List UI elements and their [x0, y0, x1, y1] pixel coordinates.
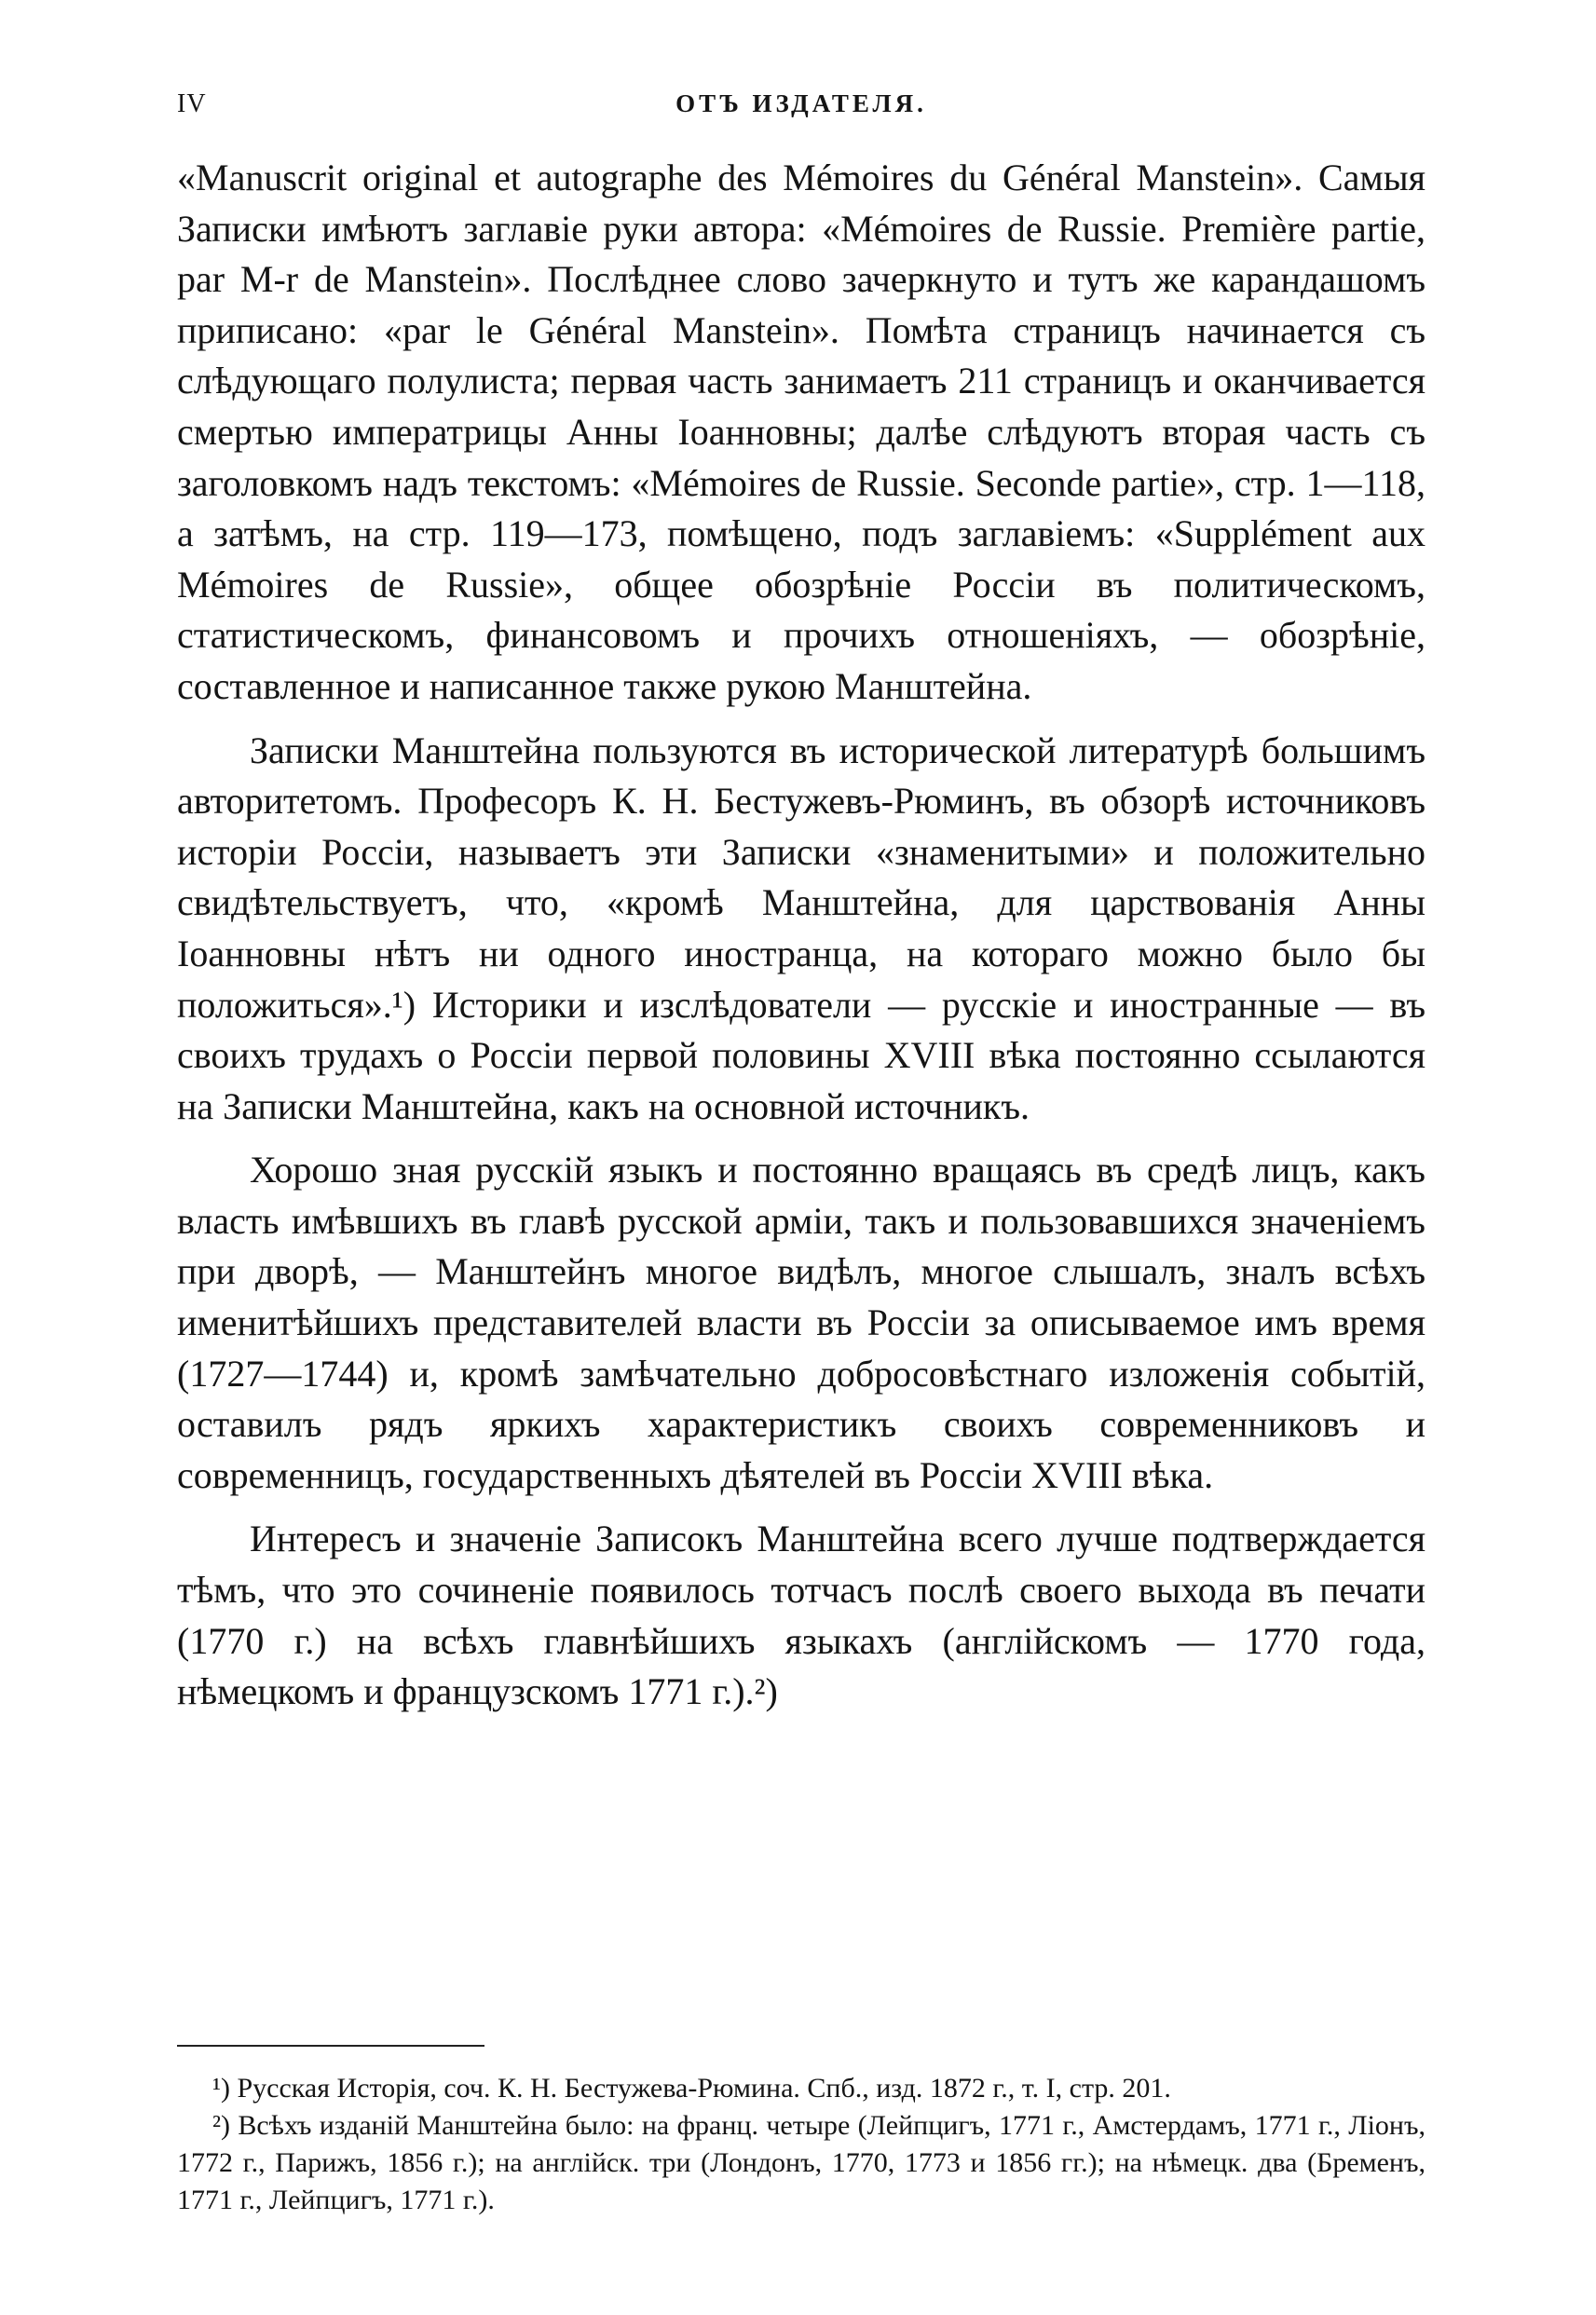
paragraph-1: «Manuscrit original et autographe des Mémoires du Général Manstein». Самыя Записки имѣютъ заглавіе руки автора: «Mémoires de Russie. Première partie, par M-r de Manstein». Послѣднее слово зачеркнуто и тутъ же карандашомъ приписано: «par le Général Manstein». Помѣта страницъ начинается съ слѣдующаго полулиста; первая часть занимаетъ 211 страницъ и оканчивается смертью императрицы Анны Іоанновны; далѣе слѣдуютъ вторая часть съ заголовкомъ надъ текстомъ: «Mémoires de Russie. Seconde partie», стр. 1—118, а затѣмъ, на стр. 119—173, помѣщено, подъ заглавіемъ: «Supplément aux Mémoires de Russie», общее обозрѣніе Россіи въ политическомъ, статистическомъ, финансовомъ и прочихъ отношеніяхъ, — обозрѣніе, составленное и написанное также рукою Манштейна. — [177, 157, 1425, 707]
paragraph-4: Интересъ и значеніе Записокъ Манштейна всего лучше подтверждается тѣмъ, что это сочиненіе появилось тотчасъ послѣ своего выхода въ печати (1770 г.) на всѣхъ главнѣйшихъ языкахъ (англійскомъ — 1770 года, нѣмецкомъ и французскомъ 1771 г.).²) — [177, 1518, 1425, 1713]
running-title: ОТЪ ИЗДАТЕЛЯ. — [675, 89, 927, 117]
footnote-2: ²) Всѣхъ изданій Манштейна было: на франц. четыре (Лейпцигъ, 1771 г., Амстердамъ, 1771 г., Ліонъ, 1772 г., Парижъ, 1856 г.); на англійск. три (Лондонъ, 1770, 1773 и 1856 гг.); на нѣмецк. два (Бременъ, 1771 г., Лейпцигъ, 1771 г.). — [177, 2110, 1425, 2215]
main-text — [177, 153, 1425, 1718]
paragraph-3: Хорошо зная русскій языкъ и постоянно вращаясь въ средѣ лицъ, какъ власть имѣвшихъ въ главѣ русской арміи, такъ и пользовавшихся значеніемъ при дворѣ, — Манштейнъ многое видѣлъ, многое слышалъ, зналъ всѣхъ именитѣйшихъ представителей власти въ Россіи за описываемое имъ время (1727—1744) и, кромѣ замѣчательно добросовѣстнаго изложенія событій, оставилъ рядъ яркихъ характеристикъ своихъ современниковъ и современницъ, государственныхъ дѣятелей въ Россіи XVIII вѣка. — [177, 1149, 1425, 1496]
footnote-1: ¹) Русская Исторія, соч. К. Н. Бестужева-Рюмина. Спб., изд. 1872 г., т. I, стр. 201. — [212, 2073, 1171, 2104]
page-number: IV — [177, 89, 207, 118]
paragraph-2: Записки Манштейна пользуются въ исторической литературѣ большимъ авторитетомъ. Професоръ К. Н. Бестужевъ-Рюминъ, въ обзорѣ источниковъ исторіи Россіи, называетъ эти Записки «знаменитыми» и положительно свидѣтельствуетъ, что, «кромѣ Манштейна, для царствованія Анны Іоанновны нѣтъ ни одного иностранца, на котораго можно было бы положиться».¹) Историки и изслѣдователи — русскіе и иностранные — въ своихъ трудахъ о Россіи первой половины XVIII вѣка постоянно ссылаются на Записки Манштейна, какъ на основной источникъ. — [177, 729, 1425, 1127]
footnote-divider — [177, 2045, 484, 2047]
footnotes — [177, 2070, 1425, 2219]
page-header — [177, 89, 1425, 127]
